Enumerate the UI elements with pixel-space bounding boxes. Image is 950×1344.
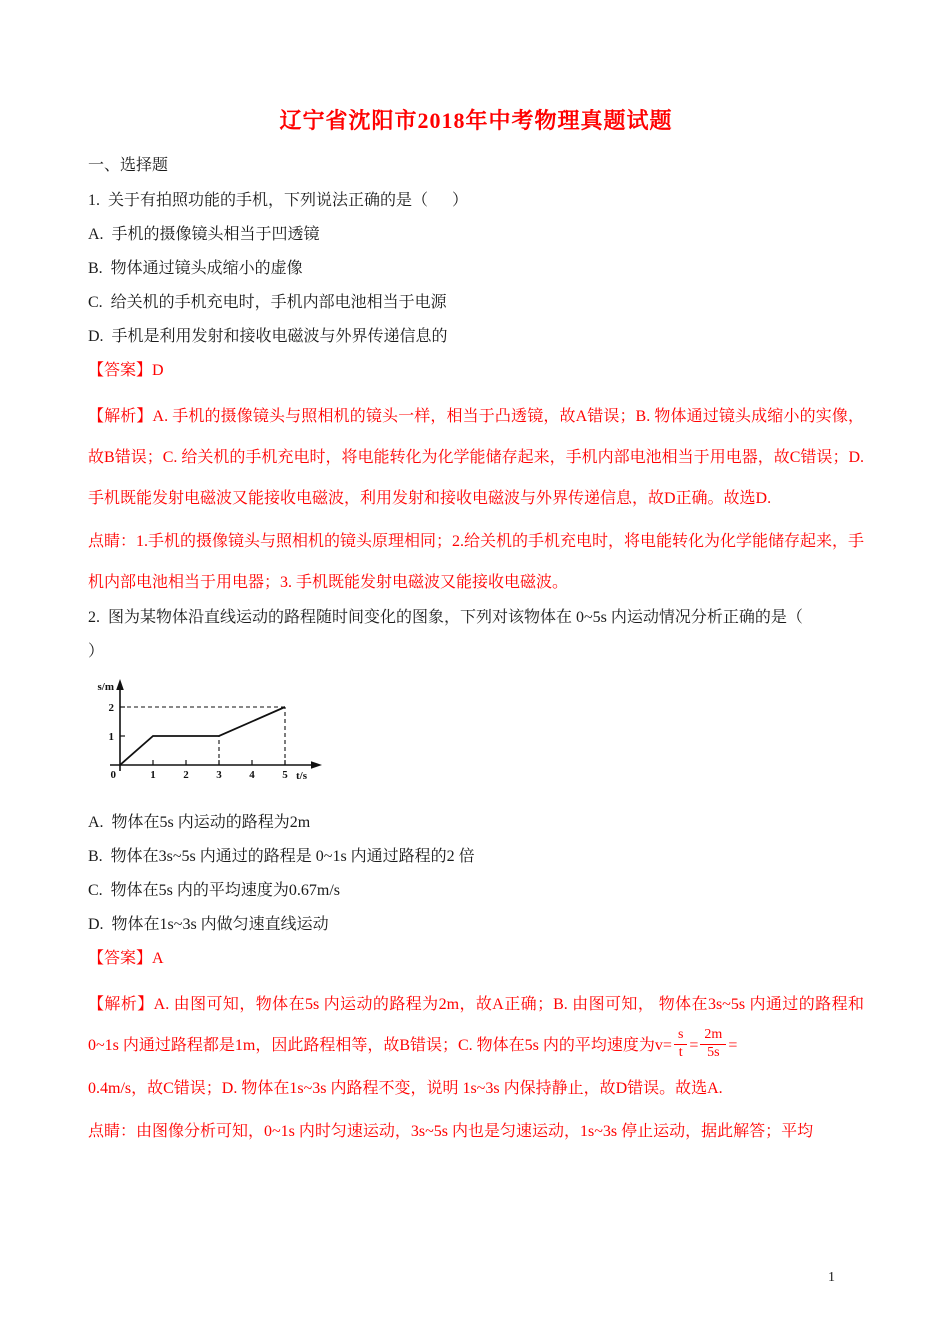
y-tick-label-2: 2 <box>108 702 114 714</box>
q2-option-b: B. 物体在3s~5s 内通过的路程是 0~1s 内通过路程的2 倍 <box>88 848 475 865</box>
q1-option-d: D. 手机是利用发射和接收电磁波与外界传递信息的 <box>88 328 448 345</box>
q2-answer: 【答案】A <box>88 950 164 967</box>
q2-analysis <box>88 984 864 1066</box>
x-tick-label-3: 3 <box>216 769 222 781</box>
q2-tip: 点睛：由图像分析可知，0~1s 内时匀速运动，3s~5s 内也是匀速运动，1s~3s 停止运动，据此解答；平均 <box>88 1123 814 1140</box>
distance-time-graph <box>92 677 327 789</box>
page-number: 1 <box>828 1270 835 1285</box>
y-axis-arrow <box>116 679 124 690</box>
q1-option-a: A. 手机的摄像镜头相当于凹透镜 <box>88 226 320 243</box>
q2-stem-line2: ） <box>88 643 105 660</box>
q2-graph-figure <box>92 677 864 794</box>
x-tick-label-1: 1 <box>150 769 156 781</box>
q1-option-b: B. 物体通过镜头成缩小的虚像 <box>88 260 303 277</box>
q2-analysis-text: 【解析】A. 由图可知，物体在5s 内运动的路程为2m，故A正确；B. 由图可知， 物体在3s~5s 内通过的路程和0~1s 内通过路程都是1m，因此路程相等，故B错误；C. 物体在5s 内的平均速度为v= <box>88 996 864 1054</box>
q1-answer: 【答案】D <box>88 362 164 379</box>
x-tick-label-4: 4 <box>249 769 255 781</box>
s-t-curve <box>120 707 285 765</box>
q2-stem-line1: 2. 图为某物体沿直线运动的路程随时间变化的图象，下列对该物体在 0~5s 内运动情况分析正确的是（ <box>88 609 803 626</box>
y-axis-label: s/m <box>97 681 114 693</box>
fraction-2m-over-5s: $\frac{2m}{5s}$ <box>700 1028 726 1060</box>
x-axis-arrow <box>311 761 322 769</box>
x-tick-label-5: 5 <box>282 769 288 781</box>
q1-analysis: 【解析】A. 手机的摄像镜头与照相机的镜头一样，相当于凸透镜，故A错误；B. 物体通过镜头成缩小的实像，故B错误；C. 给关机的手机充电时，将电能转化为化学能储存起来，手机内部电池相当于用电器，故C错误；D. 手机既能发射电磁波又能接收电磁波，利用发射和接收电磁波与外界传递信息，故D正确。故选D. <box>88 408 864 507</box>
q1-option-c: C. 给关机的手机充电时，手机内部电池相当于电源 <box>88 294 447 311</box>
fraction-s-over-t: $\frac{s}{t}$ <box>674 1028 687 1060</box>
section-heading: 一、选择题 <box>88 157 169 174</box>
q2-option-a: A. 物体在5s 内运动的路程为2m <box>88 814 311 831</box>
x-tick-label-2: 2 <box>183 769 189 781</box>
document-title: 辽宁省沈阳市2018年中考物理真题试题 <box>279 108 673 133</box>
x-axis-label: t/s <box>296 770 307 782</box>
q1-tip: 点睛：1.手机的摄像镜头与照相机的镜头原理相同；2.给关机的手机充电时，将电能转化为化学能储存起来，手机内部电池相当于用电器；3. 手机既能发射电磁波又能接收电磁波。 <box>88 533 865 591</box>
q2-option-c: C. 物体在5s 内的平均速度为0.67m/s <box>88 882 341 899</box>
q1-stem: 1. 关于有拍照功能的手机，下列说法正确的是（ ） <box>88 192 469 209</box>
y-tick-label-1: 1 <box>108 731 114 743</box>
origin-label: 0 <box>110 769 116 781</box>
equals-sign-1: = <box>689 1037 699 1054</box>
q2-option-d: D. 物体在1s~3s 内做匀速直线运动 <box>88 916 329 933</box>
q2-analysis-continued: 0.4m/s，故C错误；D. 物体在1s~3s 内路程不变，说明 1s~3s 内保持静止，故D错误。故选A. <box>88 1080 723 1097</box>
equals-sign-2: = <box>728 1037 738 1054</box>
